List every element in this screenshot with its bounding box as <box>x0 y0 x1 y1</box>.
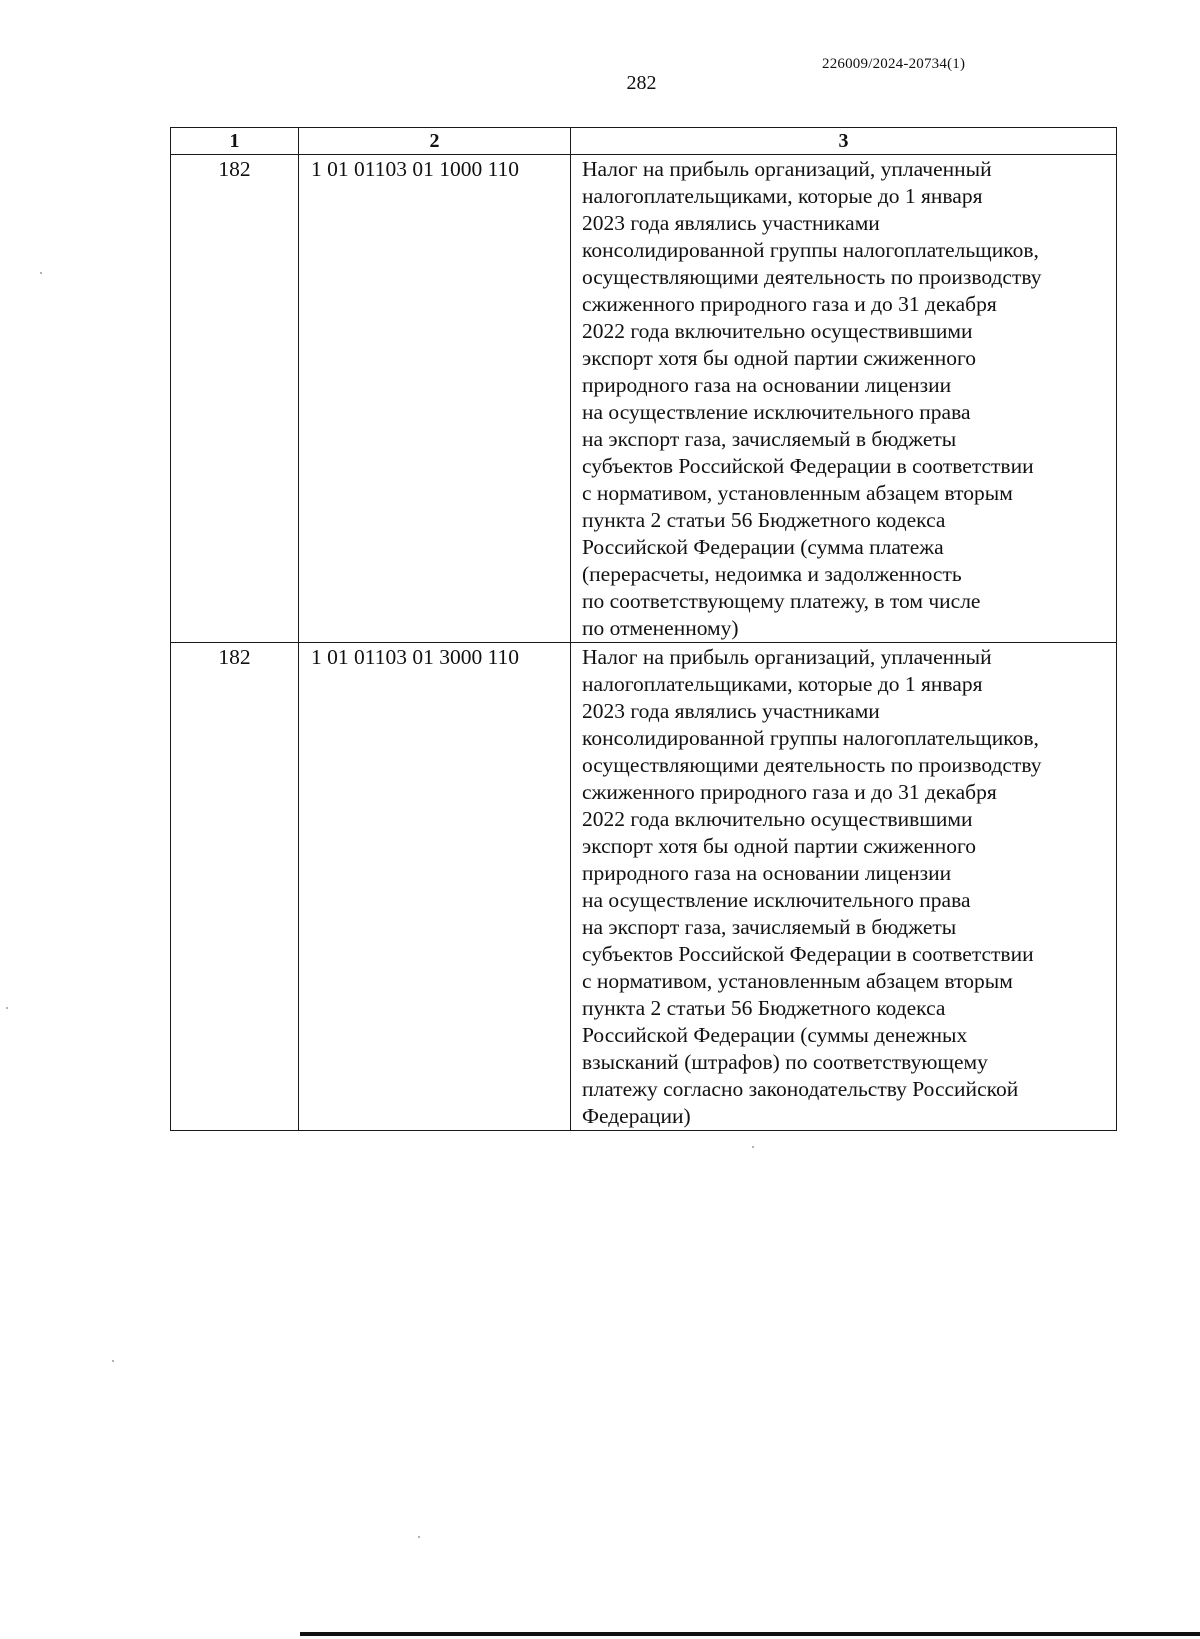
scan-speck <box>418 1536 420 1538</box>
page-number: 282 <box>626 72 657 94</box>
table-header-row <box>171 128 1117 155</box>
description-line: налогоплательщиками, которые до 1 января <box>582 184 983 208</box>
description-line: осуществляющими деятельность по производству <box>582 753 1042 777</box>
description-line: Федерации) <box>582 1104 691 1128</box>
description-line: Российской Федерации (суммы денежных <box>582 1023 968 1047</box>
description-line: сжиженного природного газа и до 31 декабря <box>582 780 997 804</box>
scan-speck <box>752 1146 754 1148</box>
description-line: 2023 года являлись участниками <box>582 211 880 235</box>
kbk-code-cell: 1 01 01103 01 3000 110 <box>299 643 571 1131</box>
description-line: (перерасчеты, недоимка и задолженность <box>582 562 962 586</box>
description-line: экспорт хотя бы одной партии сжиженного <box>582 346 977 370</box>
description-line: природного газа на основании лицензии <box>582 373 952 397</box>
kbk-code-cell: 1 01 01103 01 1000 110 <box>299 155 571 643</box>
description-cell <box>571 643 1117 1131</box>
document-id: 226009/2024-20734(1) <box>822 56 966 72</box>
description-line: субъектов Российской Федерации в соответствии <box>582 454 1034 478</box>
description-line: Российской Федерации (сумма платежа <box>582 535 944 559</box>
description-line: с нормативом, установленным абзацем вторым <box>582 481 1013 505</box>
column-header-1: 1 <box>171 128 299 155</box>
description-line: на осуществление исключительного права <box>582 888 971 912</box>
description-line: пункта 2 статьи 56 Бюджетного кодекса <box>582 508 946 532</box>
description-line: взысканий (штрафов) по соответствующему <box>582 1050 988 1074</box>
scan-speck <box>6 1007 8 1009</box>
description-line: осуществляющими деятельность по производству <box>582 265 1042 289</box>
description-line: природного газа на основании лицензии <box>582 861 952 885</box>
admin-code-cell: 182 <box>171 155 299 643</box>
scan-speck <box>112 1360 114 1362</box>
description-line: по отмененному) <box>582 616 739 640</box>
column-header-2: 2 <box>299 128 571 155</box>
description-line: Налог на прибыль организаций, уплаченный <box>582 645 992 669</box>
description-line: субъектов Российской Федерации в соответствии <box>582 942 1034 966</box>
table-row <box>171 643 1117 1131</box>
description-line: с нормативом, установленным абзацем вторым <box>582 969 1013 993</box>
column-header-3: 3 <box>571 128 1117 155</box>
description-line: пункта 2 статьи 56 Бюджетного кодекса <box>582 996 946 1020</box>
description-line: Налог на прибыль организаций, уплаченный <box>582 157 992 181</box>
table-row <box>171 155 1117 643</box>
description-line: на экспорт газа, зачисляемый в бюджеты <box>582 915 957 939</box>
description-line: сжиженного природного газа и до 31 декабря <box>582 292 997 316</box>
admin-code-cell: 182 <box>171 643 299 1131</box>
description-line: 2022 года включительно осуществившими <box>582 319 973 343</box>
description-line: консолидированной группы налогоплательщиков, <box>582 726 1039 750</box>
description-cell <box>571 155 1117 643</box>
description-line: платежу согласно законодательству Российской <box>582 1077 1019 1101</box>
description-line: по соответствующему платежу, в том числе <box>582 589 981 613</box>
budget-classification-table <box>170 127 1117 1131</box>
bottom-edge-rule <box>300 1632 1200 1636</box>
scan-speck <box>40 272 42 274</box>
description-line: 2022 года включительно осуществившими <box>582 807 973 831</box>
description-line: на экспорт газа, зачисляемый в бюджеты <box>582 427 957 451</box>
description-line: на осуществление исключительного права <box>582 400 971 424</box>
description-line: налогоплательщиками, которые до 1 января <box>582 672 983 696</box>
description-line: консолидированной группы налогоплательщиков, <box>582 238 1039 262</box>
description-line: 2023 года являлись участниками <box>582 699 880 723</box>
description-line: экспорт хотя бы одной партии сжиженного <box>582 834 977 858</box>
